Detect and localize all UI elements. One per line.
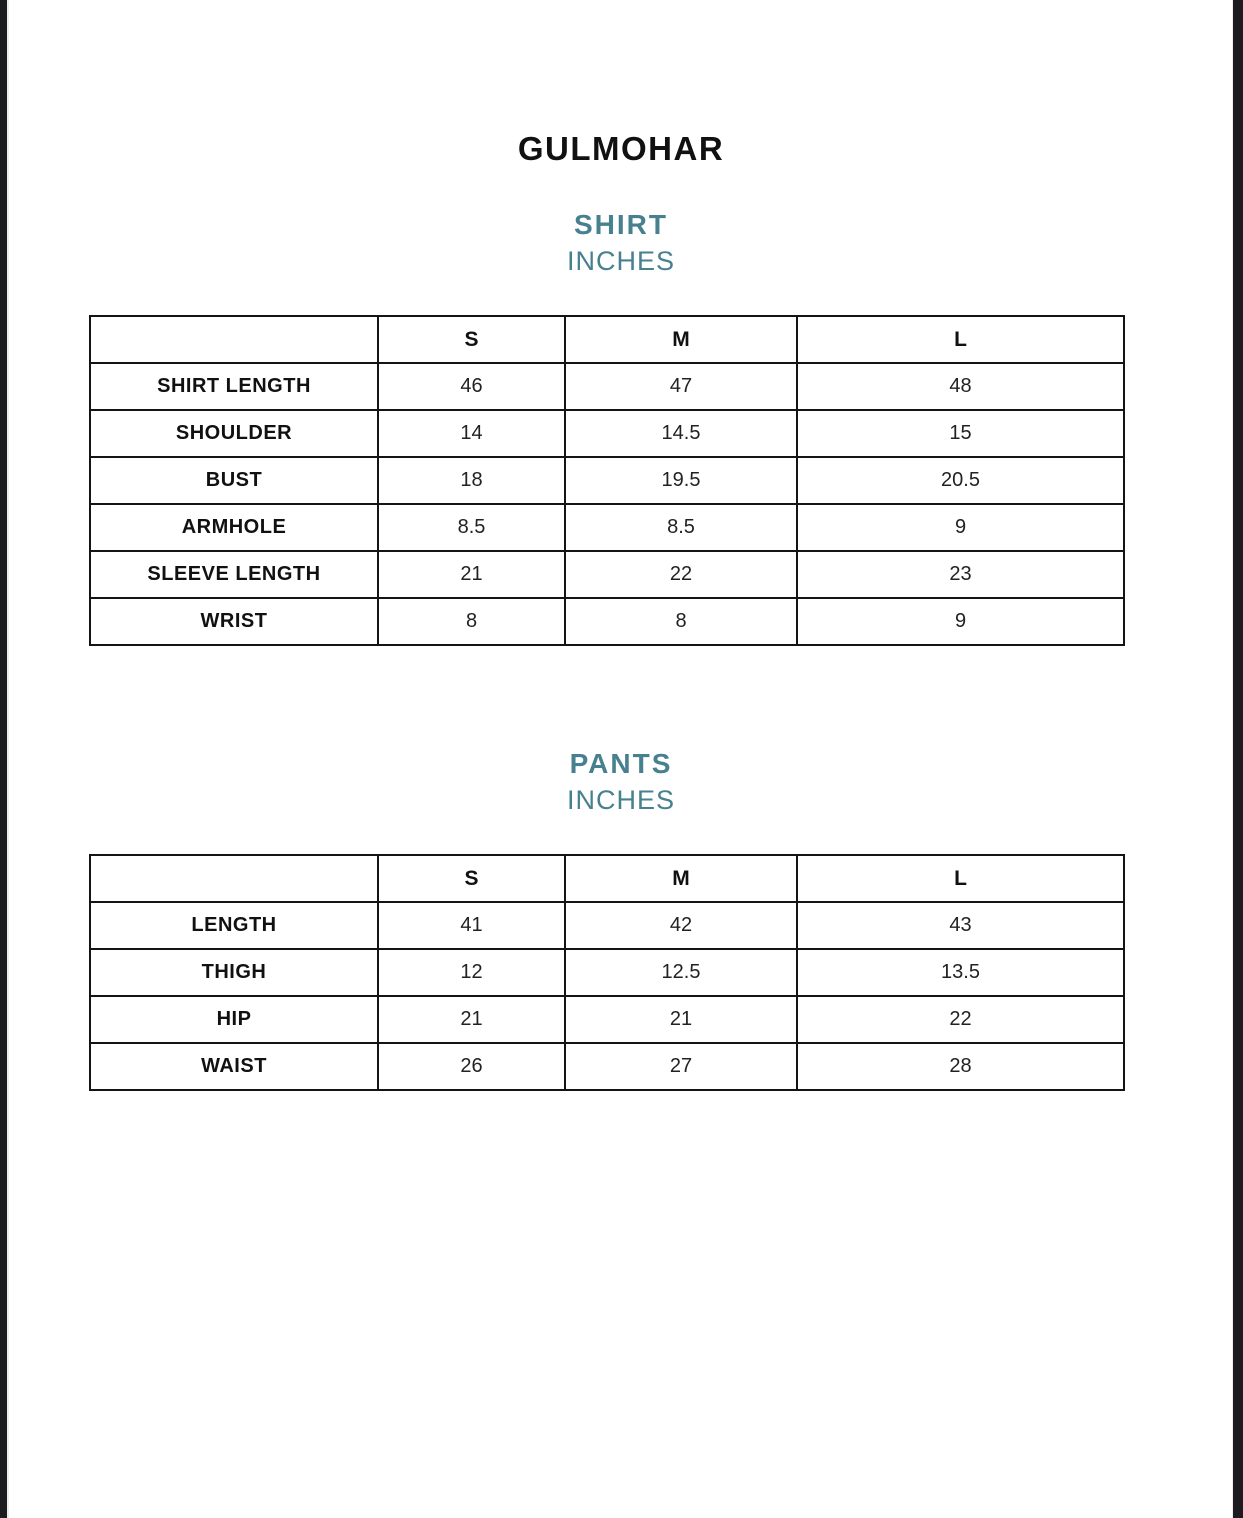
cell-bust-m: 19.5	[565, 457, 797, 504]
shirt-col-header-m: M	[565, 316, 797, 363]
document-page	[11, 0, 1231, 1518]
shirt-size-table	[89, 315, 1125, 646]
pants-col-header-m: M	[565, 855, 797, 902]
cell-sleeve-length-s: 21	[378, 551, 565, 598]
table-row	[90, 1043, 1124, 1090]
cell-thigh-s: 12	[378, 949, 565, 996]
section-subheading-pants-inches: INCHES	[566, 785, 675, 815]
cell-hip-s: 21	[378, 996, 565, 1043]
row-label-length: LENGTH	[90, 902, 378, 949]
cell-waist-l: 28	[797, 1043, 1124, 1090]
row-label-sleeve-length: SLEEVE LENGTH	[90, 551, 378, 598]
pants-col-header-l: L	[797, 855, 1124, 902]
brand-title: GULMOHAR	[517, 130, 725, 167]
cell-shoulder-m: 14.5	[565, 410, 797, 457]
table-row	[90, 551, 1124, 598]
cell-shoulder-l: 15	[797, 410, 1124, 457]
cell-sleeve-length-l: 23	[797, 551, 1124, 598]
row-label-thigh: THIGH	[90, 949, 378, 996]
row-label-bust: BUST	[90, 457, 378, 504]
pants-header-row	[90, 855, 1124, 902]
cell-hip-l: 22	[797, 996, 1124, 1043]
cell-thigh-l: 13.5	[797, 949, 1124, 996]
table-row	[90, 457, 1124, 504]
table-row	[90, 949, 1124, 996]
pants-col-header-s: S	[378, 855, 565, 902]
cell-armhole-m: 8.5	[565, 504, 797, 551]
row-label-armhole: ARMHOLE	[90, 504, 378, 551]
cell-bust-s: 18	[378, 457, 565, 504]
cell-waist-s: 26	[378, 1043, 565, 1090]
cell-wrist-l: 9	[797, 598, 1124, 645]
viewer-right-edge	[1232, 0, 1243, 1518]
cell-wrist-m: 8	[565, 598, 797, 645]
row-label-shoulder: SHOULDER	[90, 410, 378, 457]
shirt-col-header-l: L	[797, 316, 1124, 363]
cell-shirt-length-m: 47	[565, 363, 797, 410]
cell-thigh-m: 12.5	[565, 949, 797, 996]
cell-length-s: 41	[378, 902, 565, 949]
cell-shoulder-s: 14	[378, 410, 565, 457]
cell-bust-l: 20.5	[797, 457, 1124, 504]
shirt-corner-cell	[90, 316, 378, 363]
table-row	[90, 902, 1124, 949]
section-subheading-shirt-inches: INCHES	[566, 246, 675, 276]
viewer-left-edge	[0, 0, 9, 1518]
row-label-hip: HIP	[90, 996, 378, 1043]
cell-armhole-s: 8.5	[378, 504, 565, 551]
cell-armhole-l: 9	[797, 504, 1124, 551]
pants-size-table	[89, 854, 1125, 1091]
pants-corner-cell	[90, 855, 378, 902]
table-row	[90, 996, 1124, 1043]
table-row	[90, 410, 1124, 457]
shirt-header-row	[90, 316, 1124, 363]
section-heading-pants: PANTS	[569, 748, 673, 779]
section-heading-shirt: SHIRT	[574, 209, 668, 240]
cell-waist-m: 27	[565, 1043, 797, 1090]
table-row	[90, 598, 1124, 645]
table-row	[90, 504, 1124, 551]
cell-sleeve-length-m: 22	[565, 551, 797, 598]
cell-hip-m: 21	[565, 996, 797, 1043]
row-label-shirt-length: SHIRT LENGTH	[90, 363, 378, 410]
cell-length-l: 43	[797, 902, 1124, 949]
table-row	[90, 363, 1124, 410]
row-label-waist: WAIST	[90, 1043, 378, 1090]
cell-wrist-s: 8	[378, 598, 565, 645]
cell-length-m: 42	[565, 902, 797, 949]
cell-shirt-length-s: 46	[378, 363, 565, 410]
row-label-wrist: WRIST	[90, 598, 378, 645]
shirt-col-header-s: S	[378, 316, 565, 363]
cell-shirt-length-l: 48	[797, 363, 1124, 410]
